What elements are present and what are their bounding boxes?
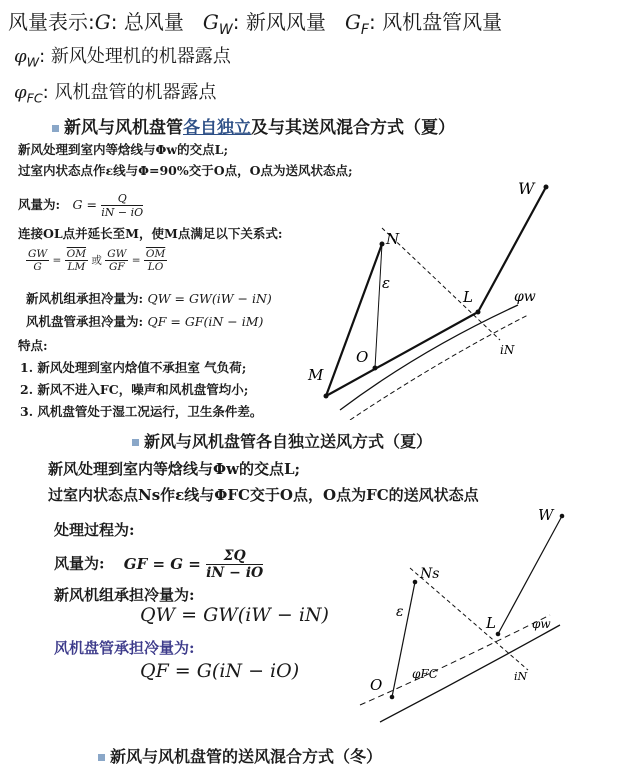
- feature-item: 1. 新风处理到室内焓值不承担室 气负荷;: [20, 360, 247, 375]
- label-epsilon: ε: [396, 604, 404, 620]
- point-ns: [413, 580, 418, 585]
- label-ns: Ns: [420, 566, 440, 582]
- section1-heading-link[interactable]: 各自独立: [183, 118, 251, 138]
- point-n: [380, 242, 385, 247]
- section2-line1: 新风处理到室内等焓线与Φw的交点L;: [48, 460, 301, 478]
- section2-heading: 新风与风机盘管各自独立送风方式（夏）: [132, 429, 432, 452]
- label-phi-fc: φFC: [412, 667, 438, 681]
- point-l: [476, 310, 481, 315]
- point-o: [390, 695, 395, 700]
- section2-fc-load-label: 风机盘管承担冷量为:: [54, 639, 195, 657]
- section1-line1: 新风处理到室内等焓线与Φw的交点L;: [18, 142, 229, 157]
- label-l: L: [463, 288, 473, 306]
- section2-fresh-load-formula: QW = GW(iW − iN): [140, 604, 329, 626]
- bullet-icon: [132, 439, 139, 446]
- label-m: M: [308, 366, 324, 384]
- bullet-icon: [52, 125, 59, 132]
- label-in: iN: [514, 670, 528, 683]
- phi-w-curve: [380, 625, 560, 722]
- line-l-m: [326, 312, 478, 396]
- section2-fc-load-formula: QF = G(iN − iO): [140, 660, 300, 682]
- line-n-m: [326, 244, 382, 396]
- enthalpy-line: [382, 228, 500, 340]
- section2-process-label: 处理过程为:: [54, 521, 135, 539]
- feature-item: 3. 风机盘管处于湿工况运行，卫生条件差。: [20, 404, 263, 419]
- phi-fc-definition: $\varphi_{FC}$: 风机盘管的机器露点: [14, 82, 217, 106]
- point-m: [324, 394, 329, 399]
- section1-fresh-load: 新风机组承担冷量为: QW = GW(iW − iN): [26, 291, 272, 306]
- section1-heading: 新风与风机盘管各自独立及与其送风混合方式（夏）: [52, 113, 455, 138]
- definitions-line: 风量表示:G: 总风量 $G_W$: 新风风量 $G_F$: 风机盘管风量: [8, 10, 503, 38]
- section2-fresh-load-label: 新风机组承担冷量为:: [54, 586, 195, 604]
- line-w-l: [498, 516, 562, 634]
- label-l: L: [486, 614, 496, 632]
- label-n: N: [386, 230, 400, 248]
- label-in: iN: [500, 343, 515, 357]
- label-o: O: [370, 676, 383, 694]
- section1-psychrometric-diagram: [300, 170, 630, 420]
- label-o: O: [356, 348, 369, 366]
- phi-fc-curve: [360, 615, 550, 705]
- section1-ratios: $\frac{GW}{G}$ = $\frac{\overline{OM}}{LM}$ 或 $\frac{GW}{GF}$ = $\frac{\overline{OM}}{LO}$: [28, 248, 166, 273]
- point-l: [496, 632, 501, 637]
- section2-psychrometric-diagram: [350, 500, 590, 725]
- section1-fc-load: 风机盘管承担冷量为: QF = GF(iN − iM): [26, 314, 264, 329]
- label-w: W: [538, 506, 554, 524]
- feature-item: 2. 新风不进入FC，噪声和风机盘管均小;: [20, 382, 249, 397]
- section1-connect-line: 连接OL点并延长至M，使M点满足以下关系式:: [18, 226, 283, 241]
- label-w: W: [518, 179, 535, 198]
- section1-line2: 过室内状态点作ε线与Φ=90%交于O点，O点为送风状态点;: [18, 163, 353, 178]
- label-phi-w: φw: [532, 617, 551, 631]
- section2-airflow: 风量为: GF = G = $\frac{\Sigma Q}{iN - iO}$: [54, 548, 264, 581]
- label-phi-w: φw: [514, 289, 536, 305]
- section3-heading: 新风与风机盘管的送风混合方式（冬）: [98, 744, 382, 767]
- label-epsilon: ε: [382, 274, 391, 292]
- airflow-fraction: $\frac{\Sigma Q}{iN - iO}$: [206, 548, 264, 581]
- bullet-icon: [98, 754, 105, 761]
- section2-line2: 过室内状态点Ns作ε线与ΦFC交于O点，O点为FC的送风状态点: [48, 486, 479, 504]
- line-w-l: [478, 187, 546, 312]
- airflow-fraction: $\frac{Q}{iN - iO}$: [101, 192, 144, 219]
- phi-w-definition: $\varphi_W$: 新风处理机的机器露点: [14, 46, 231, 70]
- point-o: [373, 366, 378, 371]
- point-w: [560, 514, 565, 519]
- point-w: [544, 185, 549, 190]
- section1-airflow: 风量为: G = $\frac{Q}{iN - iO}$: [18, 192, 144, 219]
- features-title: 特点:: [18, 338, 48, 353]
